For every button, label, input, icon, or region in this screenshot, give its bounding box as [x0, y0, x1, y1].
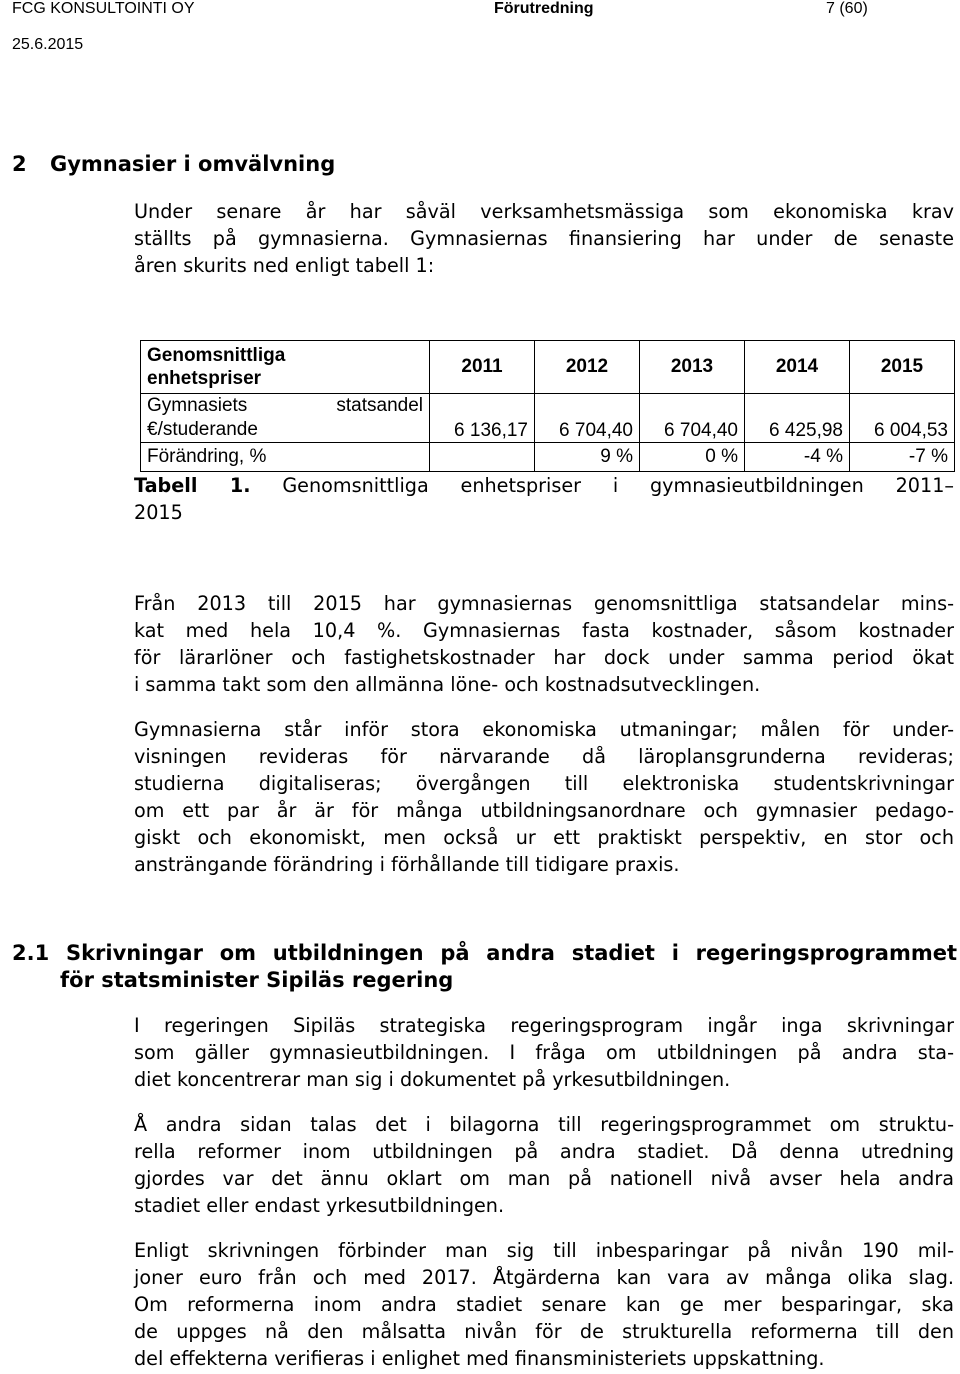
- text-line: i samma takt som den allmänna löne- och kostnadsutvecklingen.: [134, 673, 761, 696]
- intro-paragraph: [134, 198, 954, 279]
- table-header-year: 2014: [745, 341, 850, 394]
- table-row-label-line: Gymnasiets statsandel: [147, 395, 423, 416]
- text-line: om ett par år är för många utbildningsanordnare och gymnasier pedago-: [134, 799, 954, 822]
- text-line: I regeringen Sipiläs strategiska regeringsprogram ingår inga skrivningar: [134, 1014, 954, 1037]
- table-caption: [134, 472, 954, 526]
- table-header-label: [141, 341, 430, 394]
- table-row-label: Förändring, %: [141, 443, 430, 472]
- table-header-year: 2013: [640, 341, 745, 394]
- caption-text: Genomsnittliga enhetspriser i gymnasieutbildningen 2011–: [282, 474, 954, 497]
- subsection-heading-line: för statsminister Sipiläs regering: [60, 968, 454, 992]
- text-line: Från 2013 till 2015 har gymnasiernas genomsnittliga statsandelar mins-: [134, 592, 954, 615]
- text-line: diet koncentrerar man sig i dokumentet på yrkesutbildningen.: [134, 1068, 731, 1091]
- text-line: de uppges nå den målsatta nivån för de strukturella reformerna till den: [134, 1320, 954, 1343]
- table-header-label-line: enhetspriser: [147, 368, 262, 389]
- text-line: Om reformerna inom andra stadiet senare kan ge mer besparingar, ska: [134, 1293, 954, 1316]
- text-line: kat med hela 10,4 %. Gymnasiernas fasta kostnader, såsom kostnader: [134, 619, 954, 642]
- text-line: studierna digitaliseras; övergången till elektroniska studentskrivningar: [134, 772, 954, 795]
- text-line: gjordes var det ännu oklart om man på nationell nivå avser hela andra: [134, 1167, 954, 1190]
- text-line: Under senare år har såväl verksamhetsmässiga som ekonomiska krav: [134, 200, 954, 223]
- text-line: giskt och ekonomiskt, men också ur ett praktiskt perspektiv, en stor och: [134, 826, 954, 849]
- table-cell: -7 %: [850, 443, 955, 472]
- table-cell: 6 004,53: [850, 394, 955, 443]
- table-row: [141, 443, 955, 472]
- section-heading: [12, 152, 335, 176]
- table-cell: [430, 443, 535, 472]
- text-line: visningen revideras för närvarande då läroplansgrunderna revideras;: [134, 745, 954, 768]
- caption-label: Tabell 1.: [134, 474, 251, 497]
- text-line: som gäller gymnasieutbildningen. I fråga om utbildningen på andra sta-: [134, 1041, 954, 1064]
- text-line: stadiet eller endast yrkesutbildningen.: [134, 1194, 505, 1217]
- price-table: [140, 340, 955, 472]
- text-line: Gymnasierna står inför stora ekonomiska utmaningar; målen för under-: [134, 718, 954, 741]
- text-line: åren skurits ned enligt tabell 1:: [134, 254, 435, 277]
- table-cell: 0 %: [640, 443, 745, 472]
- text-line: joner euro från och med 2017. Åtgärderna kan vara av många olika slag.: [134, 1266, 954, 1289]
- body-paragraph: [134, 1012, 954, 1093]
- text-line: rella reformer inom utbildningen på andra stadiet. Då denna utredning: [134, 1140, 954, 1163]
- table-cell: 9 %: [535, 443, 640, 472]
- text-line: ställts på gymnasierna. Gymnasiernas finansiering har under de senaste: [134, 227, 954, 250]
- body-paragraph: [134, 590, 954, 698]
- table-header-year: 2011: [430, 341, 535, 394]
- text-line: del effekterna verifieras i enlighet med finansministeriets uppskattning.: [134, 1347, 825, 1370]
- section-number: 2: [12, 152, 27, 176]
- text-line: Enligt skrivningen förbinder man sig till inbesparingar på nivån 190 mil-: [134, 1239, 954, 1262]
- header-document-title: Förutredning: [494, 0, 594, 17]
- table-header-row: [141, 341, 955, 394]
- header-date: 25.6.2015: [12, 36, 84, 53]
- table-cell: 6 425,98: [745, 394, 850, 443]
- table-cell: 6 704,40: [640, 394, 745, 443]
- table-row: [141, 394, 955, 443]
- table-row-label-line: €/studerande: [147, 419, 258, 440]
- body-paragraph: [134, 1111, 954, 1219]
- table-header-year: 2012: [535, 341, 640, 394]
- subsection-heading-line: 2.1 Skrivningar om utbildningen på andra stadiet i regeringsprogrammet: [12, 941, 957, 965]
- table-row-label: [141, 394, 430, 443]
- caption-line: [134, 472, 954, 499]
- header-company: FCG KONSULTOINTI OY: [12, 0, 195, 17]
- text-line: ansträngande förändring i förhållande till tidigare praxis.: [134, 853, 680, 876]
- subsection-heading: [12, 940, 957, 994]
- table-cell: 6 704,40: [535, 394, 640, 443]
- caption-line: 2015: [134, 501, 183, 524]
- body-paragraph: [134, 1237, 954, 1372]
- header-page-number: 7 (60): [826, 0, 868, 17]
- section-title: Gymnasier i omvälvning: [50, 152, 336, 176]
- table-cell: 6 136,17: [430, 394, 535, 443]
- text-line: för lärarlöner och fastighetskostnader har dock under samma period ökat: [134, 646, 954, 669]
- body-paragraph: [134, 716, 954, 878]
- table-header-year: 2015: [850, 341, 955, 394]
- table-cell: -4 %: [745, 443, 850, 472]
- table-header-label-line: Genomsnittliga: [147, 345, 286, 366]
- text-line: Å andra sidan talas det i bilagorna till regeringsprogrammet om struktu-: [134, 1113, 954, 1136]
